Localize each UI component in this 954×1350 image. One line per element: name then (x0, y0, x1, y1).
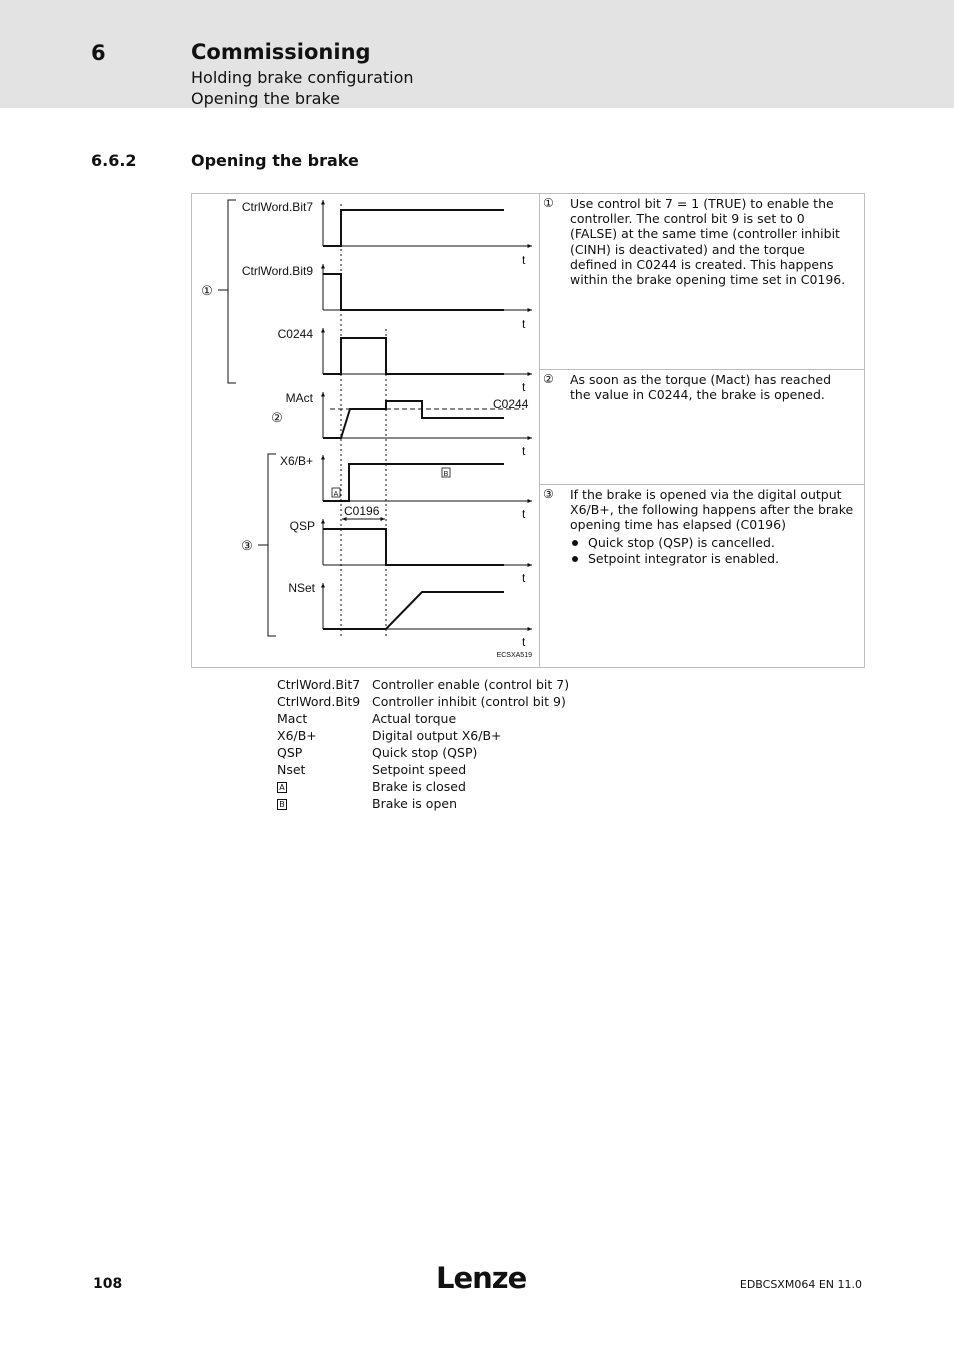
marker-b-label: B (443, 471, 449, 478)
bullet-item: Quick stop (QSP) is cancelled. (570, 535, 854, 551)
label-c0244: C0244 (277, 327, 313, 341)
legend-table (277, 676, 569, 812)
legend-desc: Setpoint speed (372, 762, 467, 777)
legend-desc: Controller enable (control bit 7) (372, 677, 570, 692)
label-mact: MAct (285, 391, 313, 405)
legend-row (277, 761, 569, 778)
time-label: t (522, 253, 526, 267)
legend-desc: Quick stop (QSP) (372, 745, 478, 760)
label-ctrlword-bit9: CtrlWord.Bit9 (241, 264, 313, 278)
legend-row (277, 693, 569, 710)
legend-row (277, 795, 569, 812)
legend-term: Mact (277, 711, 308, 726)
wave-qsp (323, 529, 504, 565)
page-header (0, 0, 954, 108)
legend-box-letter: B (277, 799, 287, 810)
time-label: t (522, 571, 526, 585)
legend-row (277, 727, 569, 744)
lenze-logo: Lenze (436, 1261, 527, 1295)
group-marker-2: ② (271, 410, 283, 425)
time-label: t (522, 635, 526, 649)
wave-ctrlword-bit7 (323, 210, 504, 246)
group-marker-3: ③ (241, 538, 253, 553)
waveforms (323, 210, 504, 629)
legend-term: CtrlWord.Bit7 (277, 677, 361, 692)
time-label: t (522, 380, 526, 394)
note-1 (540, 194, 864, 370)
reference-lines (341, 204, 386, 636)
timing-figure (191, 193, 865, 668)
chapter-number: 6 (91, 41, 106, 65)
bullet-item: Setpoint integrator is enabled. (570, 551, 854, 567)
legend-desc: Actual torque (372, 711, 457, 726)
note-text: Use control bit 7 = 1 (TRUE) to enable the controller. The control bit 9 is set to 0 (FALSE) at the same time (controller inhibit (CINH) is deactivated) and the torque defined in C0244 is created. This happens within the brake opening time set in C0196. (570, 196, 846, 288)
annotation-c0244: C0244 (493, 397, 529, 411)
notes-column (539, 194, 864, 667)
legend-box-letter: A (277, 782, 287, 793)
legend-row (277, 778, 569, 795)
annotation-c0196: C0196 (344, 504, 380, 518)
legend-term-cell (277, 795, 372, 812)
label-nset: NSet (288, 581, 315, 595)
legend-term: X6/B+ (277, 728, 317, 743)
section-number: 6.6.2 (91, 151, 137, 170)
header-subtitle-2: Opening the brake (191, 89, 340, 108)
page-number: 108 (93, 1276, 123, 1292)
legend-desc: Brake is open (372, 796, 457, 811)
legend-term: Nset (277, 762, 306, 777)
group-marker-1: ① (201, 283, 213, 298)
figure-code: ECSXA519 (496, 652, 532, 659)
wave-mact (323, 401, 504, 438)
legend-desc: Brake is closed (372, 779, 466, 794)
legend-row (277, 676, 569, 693)
document-id: EDBCSXM064 EN 11.0 (739, 1278, 862, 1291)
wave-ctrlword-bit9 (323, 274, 504, 310)
wave-c0244 (323, 338, 504, 374)
wave-nset (323, 592, 504, 629)
time-label: t (522, 507, 526, 521)
marker-a-label: A (333, 491, 339, 498)
legend-term: CtrlWord.Bit9 (277, 694, 361, 709)
note-number: ② (543, 372, 554, 386)
note-text-block (570, 487, 854, 567)
legend-row (277, 710, 569, 727)
label-x6b: X6/B+ (279, 454, 313, 468)
chapter-title: Commissioning (191, 40, 371, 64)
note-number: ③ (543, 487, 554, 501)
note-text: If the brake is opened via the digital output X6/B+, the following happens after the brake opening time has elapsed (C0196) (570, 487, 854, 533)
legend-term-cell (277, 778, 372, 795)
legend-desc: Controller inhibit (control bit 9) (372, 694, 566, 709)
legend-row (277, 744, 569, 761)
note-2 (540, 370, 864, 485)
section-title: Opening the brake (191, 151, 359, 170)
note-text: As soon as the torque (Mact) has reached the value in C0244, the brake is opened. (570, 372, 832, 403)
label-qsp: QSP (289, 519, 315, 533)
time-label: t (522, 444, 526, 458)
note-3 (540, 485, 864, 667)
note-bullets (570, 535, 854, 567)
header-subtitle: Holding brake configuration (191, 68, 414, 87)
legend-desc: Digital output X6/B+ (372, 728, 502, 743)
label-ctrlword-bit7: CtrlWord.Bit7 (241, 200, 313, 214)
note-number: ① (543, 196, 554, 210)
legend-term: QSP (277, 745, 303, 760)
timing-diagram (192, 194, 539, 667)
wave-x6b (323, 464, 504, 501)
time-label: t (522, 317, 526, 331)
